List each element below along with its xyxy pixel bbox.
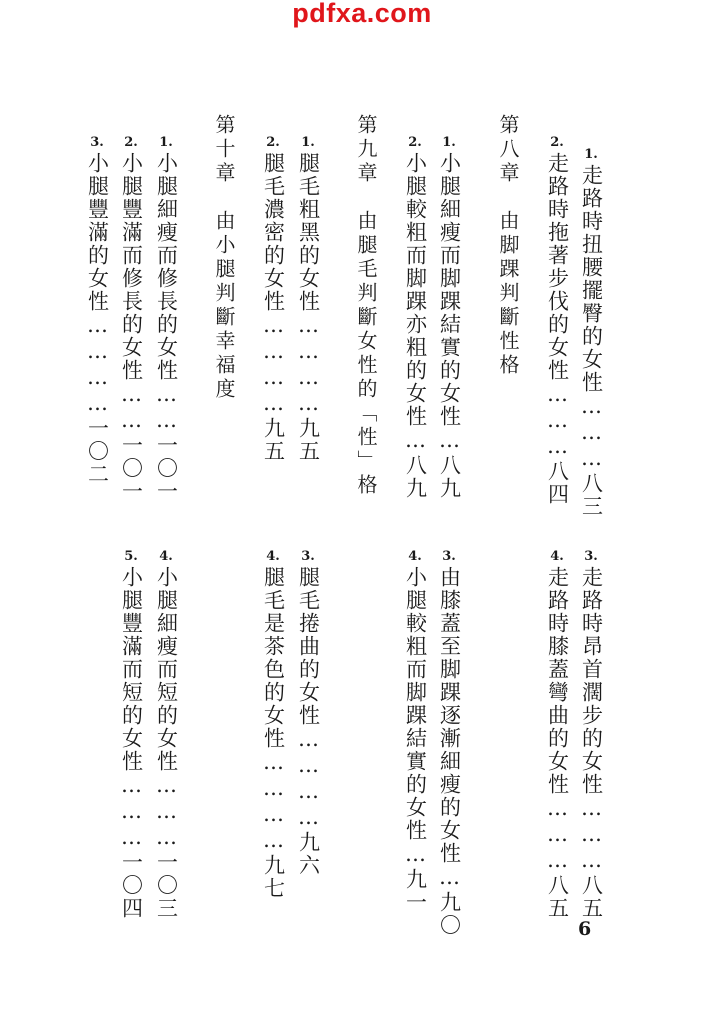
entry-number: 4. — [408, 549, 422, 564]
entry-number: 1. — [584, 147, 598, 162]
entry-number: 1. — [159, 135, 173, 150]
entry-text: 走路時扭腰擺臀的女性………八三 — [579, 164, 604, 518]
entry-text: 腿毛捲曲的女性…………九六 — [296, 566, 321, 877]
entry-text: 腿毛粗黑的女性…………九五 — [296, 152, 321, 463]
entry-number: 3. — [584, 549, 598, 564]
toc-entry[interactable] — [258, 550, 288, 900]
toc-entry[interactable] — [82, 136, 112, 486]
chapter-heading — [493, 114, 523, 378]
entry-text: 小腿細瘦而修長的女性……一〇一 — [154, 152, 179, 503]
entry-number: 4. — [159, 549, 173, 564]
toc-entry[interactable] — [151, 550, 181, 920]
entry-text: 走路時拖著步伐的女性………八四 — [545, 152, 570, 506]
entry-text: 走路時膝蓋彎曲的女性………八五 — [545, 566, 570, 920]
entry-number: 5. — [124, 549, 138, 564]
chapter-title: 第十章 由小腿判斷幸福度 — [212, 114, 236, 402]
entry-number: 1. — [442, 135, 456, 150]
entry-text: 小腿豐滿而修長的女性……一〇一 — [119, 152, 144, 503]
toc-entry[interactable] — [293, 136, 323, 463]
entry-number: 4. — [550, 549, 564, 564]
toc-entry[interactable] — [576, 550, 606, 920]
toc-entry[interactable] — [151, 136, 181, 503]
toc-entry[interactable] — [400, 550, 430, 914]
entry-text: 小腿豐滿的女性…………一〇二 — [85, 152, 110, 486]
entry-number: 2. — [408, 135, 422, 150]
watermark-logo: pdfxa.com — [292, 0, 432, 28]
entry-number: 3. — [442, 549, 456, 564]
page-number: 6 — [578, 918, 592, 940]
toc-entry[interactable] — [293, 550, 323, 877]
entry-text: 走路時昂首濶步的女性………八五 — [579, 566, 604, 920]
entry-text: 腿毛濃密的女性…………九五 — [261, 152, 286, 463]
chapter-title: 第八章 由脚踝判斷性格 — [496, 114, 520, 378]
toc-entry[interactable] — [258, 136, 288, 463]
entry-number: 2. — [124, 135, 138, 150]
entry-number: 1. — [301, 135, 315, 150]
chapter-heading — [209, 114, 239, 402]
toc-entry[interactable] — [434, 136, 464, 500]
toc-entry[interactable] — [400, 136, 430, 500]
toc-entry[interactable] — [576, 148, 606, 518]
entry-number: 4. — [266, 549, 280, 564]
entry-text: 腿毛是茶色的女性…………九七 — [261, 566, 286, 900]
toc-entry[interactable] — [542, 550, 572, 920]
entry-text: 小腿較粗而脚踝結實的女性…九一 — [403, 566, 428, 914]
toc-entry[interactable] — [116, 136, 146, 503]
toc-entry[interactable] — [116, 550, 146, 920]
chapter-heading — [351, 114, 381, 498]
entry-text: 小腿較粗而脚踝亦粗的女性…八九 — [403, 152, 428, 500]
entry-text: 小腿豐滿而短的女性………一〇四 — [119, 566, 144, 920]
entry-number: 2. — [266, 135, 280, 150]
toc-entry[interactable] — [542, 136, 572, 506]
entry-number: 3. — [90, 135, 104, 150]
chapter-title: 第九章 由腿毛判斷女性的「性」格 — [354, 114, 378, 498]
entry-text: 由膝蓋至脚踝逐漸細瘦的女性…九〇 — [437, 566, 462, 937]
entry-text: 小腿細瘦而短的女性………一〇三 — [154, 566, 179, 920]
entry-number: 3. — [301, 549, 315, 564]
toc-entry[interactable] — [434, 550, 464, 937]
entry-text: 小腿細瘦而脚踝結實的女性…八九 — [437, 152, 462, 500]
entry-number: 2. — [550, 135, 564, 150]
